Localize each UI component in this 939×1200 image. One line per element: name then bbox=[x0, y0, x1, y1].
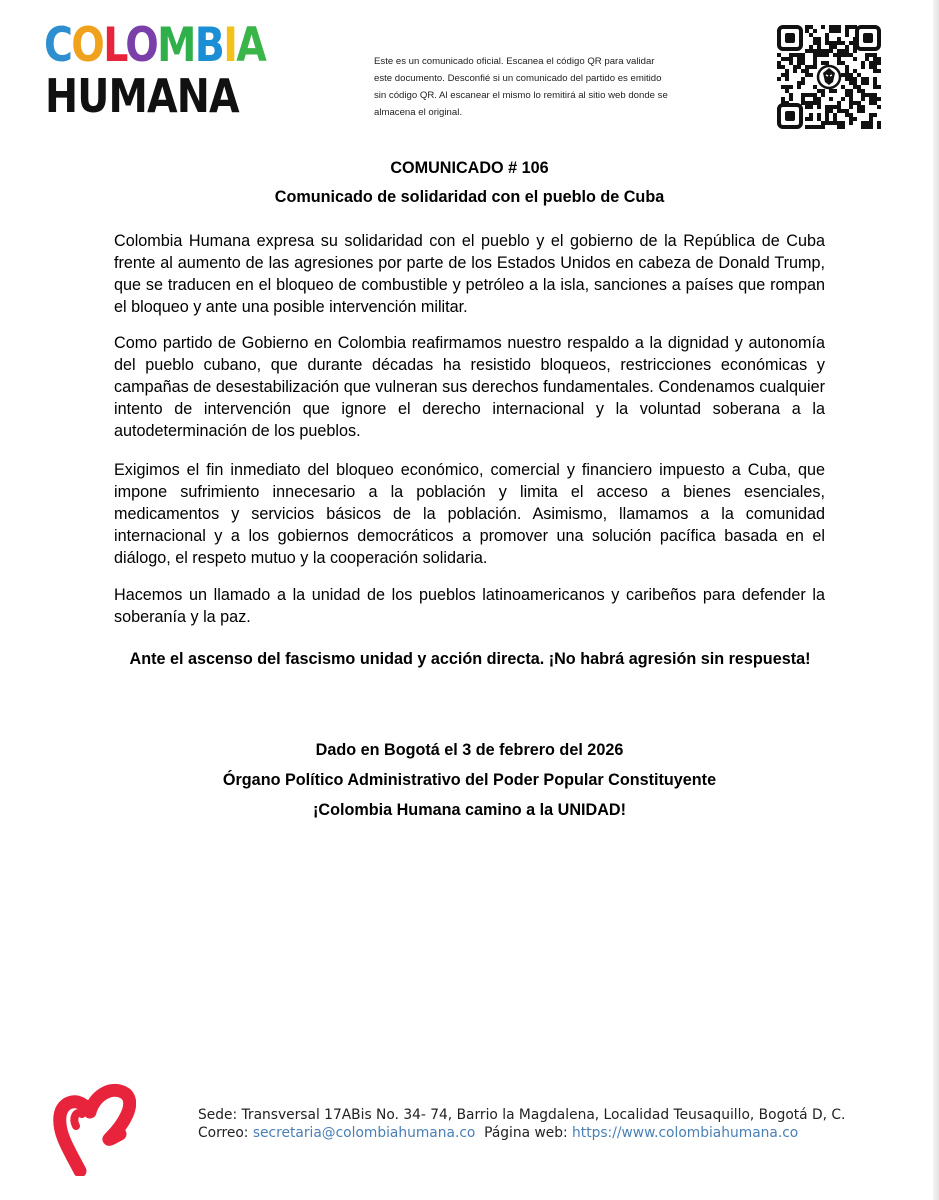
qr-module bbox=[817, 41, 821, 45]
qr-module bbox=[809, 93, 813, 97]
qr-module bbox=[849, 105, 853, 109]
qr-module bbox=[817, 53, 821, 57]
qr-module bbox=[797, 81, 801, 85]
logo-letter: A bbox=[236, 18, 266, 73]
qr-module bbox=[845, 45, 849, 49]
qr-module bbox=[869, 97, 873, 101]
notice-line: Este es un comunicado oficial. Escanea el código QR para validar bbox=[374, 56, 655, 67]
qr-module bbox=[805, 93, 809, 97]
qr-module bbox=[833, 45, 837, 49]
qr-module bbox=[813, 85, 817, 89]
qr-module bbox=[869, 93, 873, 97]
website-link[interactable]: https://www.colombiahumana.co bbox=[572, 1125, 799, 1141]
qr-module bbox=[829, 25, 833, 29]
qr-module bbox=[869, 121, 873, 125]
qr-module bbox=[833, 53, 837, 57]
qr-module bbox=[817, 37, 821, 41]
logo-letter: M bbox=[157, 18, 195, 73]
qr-module bbox=[853, 85, 857, 89]
email-label: Correo: bbox=[198, 1125, 253, 1141]
logo-letter: C bbox=[44, 18, 72, 73]
qr-module bbox=[809, 25, 813, 29]
qr-module bbox=[837, 105, 841, 109]
qr-module bbox=[797, 65, 801, 69]
qr-module bbox=[793, 69, 797, 73]
qr-module bbox=[865, 125, 869, 129]
qr-module bbox=[805, 105, 809, 109]
heart-logo-icon bbox=[50, 1078, 136, 1176]
qr-module bbox=[825, 53, 829, 57]
qr-module bbox=[849, 113, 853, 117]
qr-module bbox=[865, 53, 869, 57]
colombia-humana-logo bbox=[44, 18, 266, 128]
qr-module bbox=[805, 73, 809, 77]
qr-module bbox=[805, 29, 809, 33]
qr-module bbox=[857, 109, 861, 113]
qr-module bbox=[825, 105, 829, 109]
qr-module bbox=[873, 57, 877, 61]
qr-module bbox=[837, 25, 841, 29]
qr-module bbox=[865, 81, 869, 85]
qr-module bbox=[877, 69, 881, 73]
qr-module bbox=[781, 57, 785, 61]
qr-module bbox=[849, 89, 853, 93]
qr-module bbox=[781, 97, 785, 101]
qr-module bbox=[825, 33, 829, 37]
qr-module bbox=[821, 61, 825, 65]
qr-module bbox=[809, 105, 813, 109]
qr-module bbox=[825, 113, 829, 117]
qr-module bbox=[805, 65, 809, 69]
qr-module bbox=[857, 101, 861, 105]
qr-module bbox=[837, 109, 841, 113]
qr-module bbox=[777, 77, 781, 81]
qr-module bbox=[861, 109, 865, 113]
qr-code[interactable] bbox=[776, 24, 882, 130]
qr-module bbox=[789, 85, 793, 89]
qr-module bbox=[849, 53, 853, 57]
qr-module bbox=[777, 65, 781, 69]
qr-module bbox=[857, 73, 861, 77]
qr-module bbox=[861, 81, 865, 85]
qr-module bbox=[873, 61, 877, 65]
qr-module bbox=[853, 117, 857, 121]
qr-module bbox=[801, 77, 805, 81]
qr-module bbox=[801, 97, 805, 101]
qr-module bbox=[785, 69, 789, 73]
qr-module bbox=[837, 57, 841, 61]
signature-motto: ¡Colombia Humana camino a la UNIDAD! bbox=[312, 801, 626, 819]
qr-module bbox=[797, 61, 801, 65]
qr-module bbox=[785, 85, 789, 89]
qr-module bbox=[805, 101, 809, 105]
communique-title: Comunicado de solidaridad con el pueblo de Cuba bbox=[274, 188, 665, 206]
qr-module bbox=[869, 113, 873, 117]
qr-module bbox=[837, 29, 841, 33]
qr-module bbox=[865, 121, 869, 125]
qr-module bbox=[837, 61, 841, 65]
qr-module bbox=[845, 29, 849, 33]
qr-module bbox=[841, 97, 845, 101]
qr-module bbox=[833, 25, 837, 29]
qr-module bbox=[793, 65, 797, 69]
qr-module bbox=[873, 65, 877, 69]
logo-wordmark-colombia bbox=[44, 20, 265, 72]
qr-module bbox=[793, 53, 797, 57]
qr-module bbox=[817, 117, 821, 121]
qr-module bbox=[789, 61, 793, 65]
qr-module bbox=[845, 89, 849, 93]
qr-module bbox=[861, 93, 865, 97]
notice-line: sin código QR. Al escanear el mismo lo remitirá al sitio web donde se bbox=[374, 90, 668, 101]
qr-module bbox=[813, 41, 817, 45]
qr-module bbox=[813, 125, 817, 129]
qr-module bbox=[801, 57, 805, 61]
qr-module bbox=[845, 53, 849, 57]
qr-module bbox=[809, 73, 813, 77]
qr-module bbox=[825, 49, 829, 53]
qr-module bbox=[829, 109, 833, 113]
qr-module bbox=[861, 89, 865, 93]
qr-module bbox=[849, 97, 853, 101]
qr-module bbox=[813, 57, 817, 61]
qr-module bbox=[813, 29, 817, 33]
qr-module bbox=[841, 61, 845, 65]
logo-wordmark-humana: HUMANA bbox=[45, 69, 239, 123]
qr-module bbox=[837, 37, 841, 41]
body-paragraph-3: Exigimos el fin inmediato del bloqueo económico, comercial y financiero impuesto a Cuba, que impone sufrimiento innecesario a la población y limita el acceso a bienes esenciales, medicamentos y servicios básicos de la población. Asimismo, llamamos a la comunidad internacional y a los gobiernos democráticos a promover una solución pacífica basada en el diálogo, el respeto mutuo y la cooperación solidaria. bbox=[114, 461, 825, 567]
qr-module bbox=[825, 61, 829, 65]
qr-module bbox=[789, 57, 793, 61]
qr-module bbox=[829, 41, 833, 45]
qr-module bbox=[813, 93, 817, 97]
qr-module bbox=[841, 85, 845, 89]
qr-module bbox=[845, 93, 849, 97]
qr-module bbox=[785, 77, 789, 81]
qr-module bbox=[829, 89, 833, 93]
qr-module bbox=[837, 49, 841, 53]
qr-module bbox=[837, 121, 841, 125]
qr-module bbox=[817, 125, 821, 129]
qr-module bbox=[817, 97, 821, 101]
qr-module bbox=[797, 57, 801, 61]
logo-letter: L bbox=[103, 18, 126, 73]
qr-module bbox=[829, 29, 833, 33]
logo-letter: I bbox=[223, 18, 237, 73]
qr-module bbox=[829, 49, 833, 53]
qr-module bbox=[817, 113, 821, 117]
qr-module bbox=[845, 33, 849, 37]
qr-module bbox=[809, 45, 813, 49]
qr-module bbox=[877, 105, 881, 109]
qr-module bbox=[829, 121, 833, 125]
qr-module bbox=[873, 85, 877, 89]
qr-module bbox=[861, 77, 865, 81]
qr-module bbox=[809, 101, 813, 105]
qr-module bbox=[781, 65, 785, 69]
qr-module bbox=[817, 101, 821, 105]
qr-module bbox=[845, 77, 849, 81]
qr-module bbox=[821, 93, 825, 97]
qr-module bbox=[781, 73, 785, 77]
qr-module bbox=[825, 109, 829, 113]
qr-module bbox=[789, 53, 793, 57]
qr-module bbox=[821, 89, 825, 93]
qr-module bbox=[845, 109, 849, 113]
qr-module bbox=[845, 49, 849, 53]
qr-module bbox=[841, 109, 845, 113]
qr-module bbox=[813, 49, 817, 53]
qr-module bbox=[849, 117, 853, 121]
qr-module bbox=[845, 69, 849, 73]
qr-module bbox=[877, 97, 881, 101]
qr-module bbox=[825, 121, 829, 125]
qr-module bbox=[809, 49, 813, 53]
qr-module bbox=[837, 41, 841, 45]
qr-module bbox=[849, 77, 853, 81]
qr-module bbox=[857, 85, 861, 89]
qr-module bbox=[825, 41, 829, 45]
qr-module bbox=[849, 41, 853, 45]
signature-date: Dado en Bogotá el 3 de febrero del 2026 bbox=[315, 741, 624, 759]
qr-module bbox=[861, 97, 865, 101]
qr-module bbox=[825, 37, 829, 41]
qr-module bbox=[809, 113, 813, 117]
qr-module bbox=[817, 89, 821, 93]
qr-module bbox=[801, 93, 805, 97]
qr-module bbox=[849, 73, 853, 77]
slogan: Ante el ascenso del fascismo unidad y acción directa. ¡No habrá agresión sin respuesta! bbox=[129, 650, 811, 668]
qr-module bbox=[873, 97, 877, 101]
qr-module bbox=[877, 57, 881, 61]
qr-module bbox=[853, 77, 857, 81]
logo-letter: B bbox=[194, 18, 224, 73]
qr-module bbox=[841, 73, 845, 77]
qr-module bbox=[869, 61, 873, 65]
qr-module bbox=[849, 101, 853, 105]
qr-module bbox=[865, 77, 869, 81]
qr-module bbox=[849, 81, 853, 85]
qr-module bbox=[809, 33, 813, 37]
qr-module bbox=[821, 125, 825, 129]
footer-contact bbox=[198, 1124, 898, 1142]
qr-module bbox=[845, 113, 849, 117]
qr-module bbox=[873, 81, 877, 85]
qr-module bbox=[845, 73, 849, 77]
qr-module bbox=[805, 25, 809, 29]
qr-module bbox=[813, 53, 817, 57]
qr-module bbox=[845, 65, 849, 69]
qr-module bbox=[789, 93, 793, 97]
qr-module bbox=[809, 125, 813, 129]
qr-module bbox=[873, 113, 877, 117]
qr-module bbox=[837, 53, 841, 57]
qr-module bbox=[805, 49, 809, 53]
qr-module bbox=[837, 125, 841, 129]
qr-module bbox=[849, 121, 853, 125]
qr-module bbox=[861, 65, 865, 69]
qr-module bbox=[813, 97, 817, 101]
qr-module bbox=[873, 77, 877, 81]
qr-module bbox=[801, 61, 805, 65]
qr-module bbox=[869, 65, 873, 69]
body-paragraph-2: Como partido de Gobierno en Colombia reafirmamos nuestro respaldo a la dignidad y autonomía del pueblo cubano, que durante décadas ha resistido bloqueos, restricciones económicas y campañas de desestabilización que vulneran sus derechos fundamentales. Condenamos cualquier intento de intervención que ignore el derecho internacional y la voluntad soberana a la autodeterminación de los pueblos. bbox=[114, 334, 825, 440]
qr-module bbox=[833, 41, 837, 45]
qr-module bbox=[813, 65, 817, 69]
qr-module bbox=[853, 69, 857, 73]
qr-module bbox=[849, 25, 853, 29]
qr-module bbox=[853, 101, 857, 105]
qr-module bbox=[817, 105, 821, 109]
qr-module bbox=[813, 37, 817, 41]
qr-module bbox=[873, 69, 877, 73]
qr-module bbox=[873, 101, 877, 105]
qr-module bbox=[825, 117, 829, 121]
qr-module bbox=[849, 93, 853, 97]
qr-module bbox=[869, 53, 873, 57]
qr-module bbox=[801, 69, 805, 73]
qr-module bbox=[869, 101, 873, 105]
qr-module bbox=[833, 29, 837, 33]
body-paragraph-1: Colombia Humana expresa su solidaridad con el pueblo y el gobierno de la República de Cuba frente al aumento de las agresiones por parte de los Estados Unidos en cabeza de Donald Trump, que se traducen en el bloqueo de combustible y petróleo a la isla, sanciones a países que rompan el bloqueo y ante una posible intervención militar. bbox=[114, 232, 825, 316]
qr-module bbox=[841, 53, 845, 57]
qr-module bbox=[801, 53, 805, 57]
qr-module bbox=[865, 93, 869, 97]
qr-module bbox=[797, 53, 801, 57]
qr-module bbox=[861, 125, 865, 129]
qr-module bbox=[797, 85, 801, 89]
qr-module bbox=[853, 81, 857, 85]
qr-module bbox=[805, 69, 809, 73]
qr-module bbox=[817, 45, 821, 49]
qr-module bbox=[833, 117, 837, 121]
qr-module bbox=[821, 49, 825, 53]
qr-module bbox=[781, 85, 785, 89]
notice-line: almacena el original. bbox=[374, 107, 462, 118]
qr-module bbox=[865, 57, 869, 61]
qr-module bbox=[777, 61, 781, 65]
qr-module bbox=[813, 101, 817, 105]
qr-module bbox=[857, 105, 861, 109]
qr-module bbox=[785, 89, 789, 93]
qr-module bbox=[833, 121, 837, 125]
body-paragraph-4: Hacemos un llamado a la unidad de los pueblos latinoamericanos y caribeños para defender la soberanía y la paz. bbox=[114, 586, 825, 626]
qr-module bbox=[785, 73, 789, 77]
qr-module bbox=[821, 25, 825, 29]
qr-module bbox=[829, 97, 833, 101]
qr-module bbox=[821, 53, 825, 57]
qr-module bbox=[873, 53, 877, 57]
qr-module bbox=[869, 117, 873, 121]
qr-module bbox=[861, 121, 865, 125]
footer-address: Sede: Transversal 17ABis No. 34- 74, Barrio la Magdalena, Localidad Teusaquillo, Bogotá D, C. bbox=[198, 1107, 846, 1123]
qr-module bbox=[857, 89, 861, 93]
qr-module bbox=[801, 101, 805, 105]
qr-module bbox=[853, 57, 857, 61]
notice-line: este documento. Desconfié si un comunicado del partido es emitido bbox=[374, 73, 662, 84]
qr-module bbox=[817, 49, 821, 53]
qr-module bbox=[877, 125, 881, 129]
qr-module bbox=[833, 105, 837, 109]
qr-module bbox=[837, 101, 841, 105]
qr-module bbox=[841, 49, 845, 53]
qr-module bbox=[833, 113, 837, 117]
signature-organ: Órgano Político Administrativo del Poder Popular Constituyente bbox=[222, 771, 717, 789]
page-edge-shadow bbox=[933, 0, 939, 1200]
qr-module bbox=[877, 121, 881, 125]
web-label: Página web: bbox=[475, 1125, 573, 1141]
qr-module bbox=[829, 45, 833, 49]
qr-module bbox=[813, 61, 817, 65]
qr-module bbox=[877, 85, 881, 89]
qr-module bbox=[833, 89, 837, 93]
qr-module bbox=[821, 121, 825, 125]
qr-module bbox=[845, 25, 849, 29]
qr-module bbox=[841, 41, 845, 45]
qr-module bbox=[861, 61, 865, 65]
qr-module bbox=[809, 65, 813, 69]
qr-module bbox=[785, 57, 789, 61]
qr-module bbox=[809, 117, 813, 121]
qr-module bbox=[805, 125, 809, 129]
qr-module bbox=[841, 121, 845, 125]
email-link[interactable]: secretaria@colombiahumana.co bbox=[252, 1125, 476, 1141]
qr-module bbox=[777, 53, 781, 57]
qr-module bbox=[853, 49, 857, 53]
communique-number: COMUNICADO # 106 bbox=[390, 159, 549, 177]
qr-validation-notice bbox=[374, 53, 724, 121]
qr-module bbox=[841, 125, 845, 129]
logo-letter: O bbox=[71, 18, 104, 73]
logo-letter: O bbox=[125, 18, 158, 73]
qr-module bbox=[877, 61, 881, 65]
qr-module bbox=[801, 81, 805, 85]
qr-module bbox=[861, 105, 865, 109]
qr-module bbox=[873, 93, 877, 97]
qr-module bbox=[869, 125, 873, 129]
qr-module bbox=[789, 97, 793, 101]
qr-module bbox=[805, 117, 809, 121]
qr-module bbox=[829, 105, 833, 109]
